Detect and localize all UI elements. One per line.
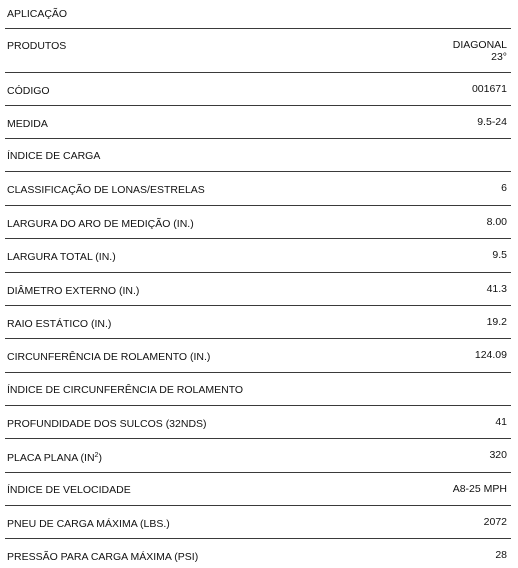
spec-label-end: )	[98, 452, 102, 464]
spec-row-ply-rating	[0, 172, 518, 206]
spec-label: LARGURA DO ARO DE MEDIÇÃO (IN.)	[7, 218, 194, 230]
spec-value: 124.09	[474, 349, 507, 361]
spec-row-rolling-circumference	[0, 339, 518, 373]
spec-value: 41	[495, 416, 507, 428]
spec-label: CLASSIFICAÇÃO DE LONAS/ESTRELAS	[7, 184, 205, 196]
header-row	[0, 0, 518, 29]
spec-label: ÍNDICE DE CARGA	[7, 150, 101, 162]
spec-row-load-index	[0, 139, 518, 172]
spec-label: LARGURA TOTAL (IN.)	[7, 251, 116, 263]
spec-value: 19.2	[486, 316, 507, 328]
spec-value: 2072	[483, 516, 507, 528]
spec-label: ÍNDICE DE VELOCIDADE	[7, 484, 131, 496]
spec-label: DIÂMETRO EXTERNO (IN.)	[7, 285, 140, 297]
spec-row-static-radius	[0, 306, 518, 339]
spec-value: 28	[495, 549, 507, 561]
spec-row-size	[0, 106, 518, 139]
spec-value: 8.00	[486, 216, 507, 228]
spec-value: A8-25 MPH	[452, 483, 507, 495]
spec-value: 9.5-24	[477, 116, 507, 128]
spec-value: 320	[489, 449, 507, 461]
spec-row-speed-index	[0, 473, 518, 506]
spec-row-overall-width	[0, 239, 518, 273]
spec-row-outer-diameter	[0, 273, 518, 306]
spec-label: CÓDIGO	[7, 85, 50, 97]
spec-label: CIRCUNFERÊNCIA DE ROLAMENTO (IN.)	[7, 351, 211, 363]
spec-row-max-load-pressure	[0, 539, 518, 568]
spec-row-rim-width	[0, 206, 518, 239]
spec-label-superscript: 2	[94, 452, 99, 459]
spec-value: 6	[501, 182, 507, 194]
spec-label-main: PLACA PLANA (IN	[7, 452, 95, 464]
spec-row-rolling-circumference-index	[0, 373, 518, 406]
products-row	[0, 29, 518, 73]
spec-row-flat-plate	[0, 439, 518, 473]
spec-label: ÍNDICE DE CIRCUNFERÊNCIA DE ROLAMENTO	[7, 384, 244, 396]
spec-label: PNEU DE CARGA MÁXIMA (LBS.)	[7, 518, 170, 530]
spec-label: RAIO ESTÁTICO (IN.)	[7, 318, 112, 330]
header-label: APLICAÇÃO	[7, 8, 68, 20]
spec-label: PRESSÃO PARA CARGA MÁXIMA (PSI)	[7, 551, 199, 563]
products-value-line2: 23°	[491, 51, 507, 63]
products-value-line1: DIAGONAL	[452, 39, 507, 51]
spec-row-tread-depth	[0, 406, 518, 439]
spec-label	[7, 452, 102, 465]
products-label: PRODUTOS	[7, 40, 67, 52]
spec-label: MEDIDA	[7, 118, 48, 130]
spec-label: PROFUNDIDADE DOS SULCOS (32NDS)	[7, 418, 207, 430]
spec-value: 9.5	[492, 249, 507, 261]
spec-row-max-load	[0, 506, 518, 539]
products-value	[453, 39, 507, 63]
spec-value: 41.3	[486, 283, 507, 295]
spec-row-code	[0, 73, 518, 106]
spec-value: 001671	[471, 83, 507, 95]
